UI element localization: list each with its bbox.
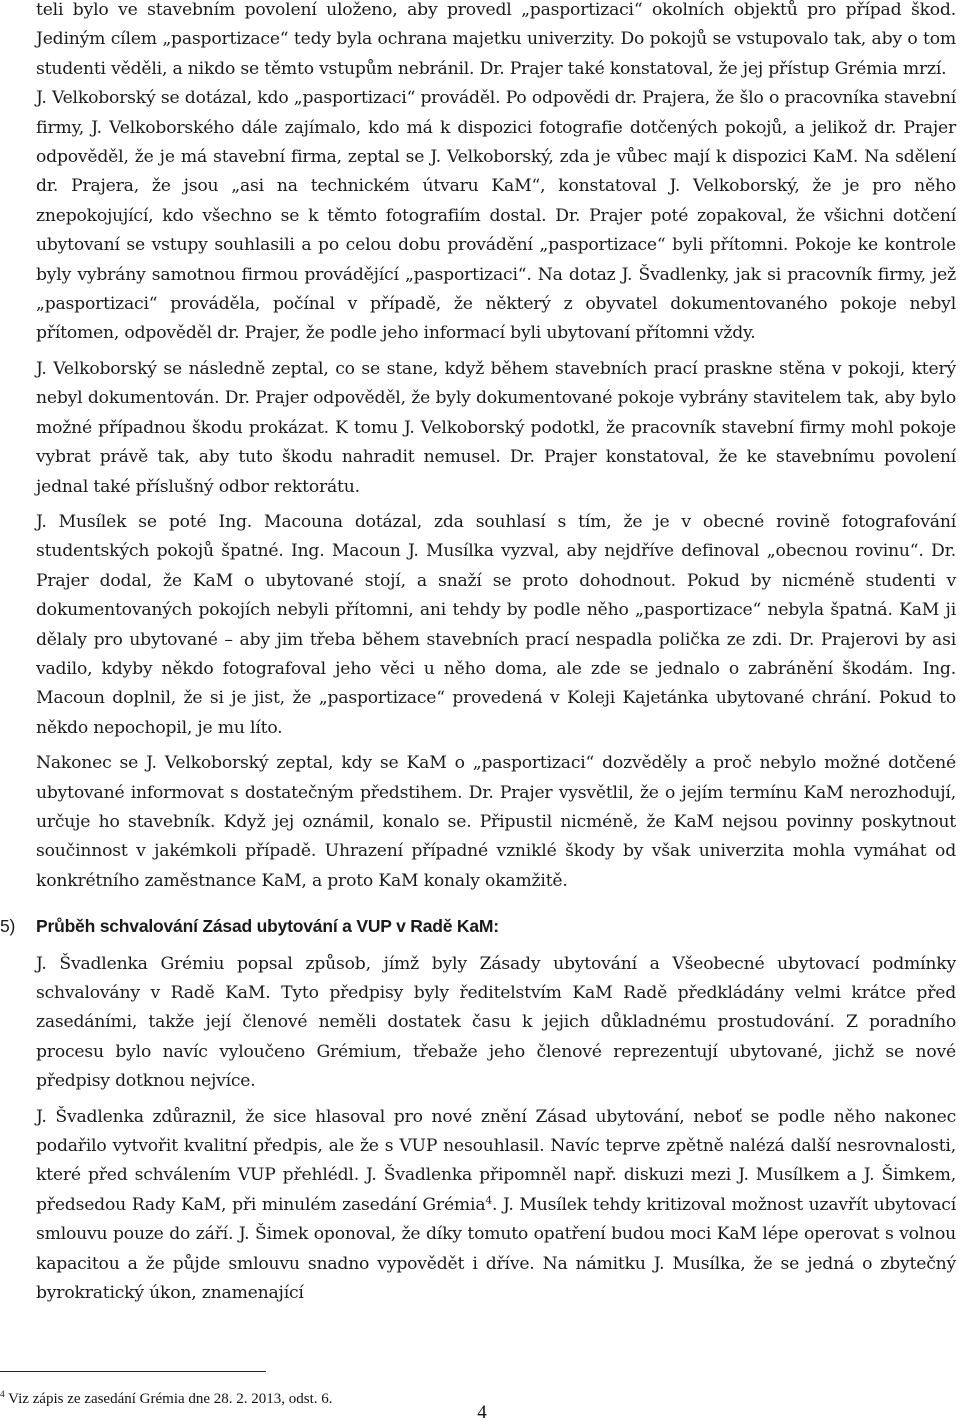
paragraph-2: J. Velkoborský se dotázal, kdo „pasportizaci“ prováděl. Po odpovědi dr. Prajera, že šlo o pracovníka stavební firmy, J. Velkoborského dále zajímalo, kdo má k dispozici fotografie dotčených pokojů, a jelikož dr. Prajer odpověděl, že je má stavební firma, zeptal se J. Velkoborský, zda je vůbec mají k dispozici KaM. Na sdělení dr. Prajera, že jsou „asi na technickém útvaru KaM“, konstatoval J. Velkoborský, že je pro něho znepokojující, kdo všechno se k těmto fotografiím dostal. Dr. Prajer poté zopakoval, že všichni dotčení ubytovaní se vstupy souhlasili a po celou dobu provádění „pasportizace“ byli přítomni. Pokoje ke kontrole byly vybrány samotnou firmou provádějící „pasportizaci“. Na dotaz J. Švadlenky, jak si pracovník firmy, jež „pasportizaci“ prováděla, počínal v případě, že některý z obyvatel dokumentovaného pokoje nebyl přítomen, odpověděl dr. Prajer, že podle jeho informací byli ubytovaní přítomni vždy. <box>36 88 956 344</box>
footnote-separator <box>0 1371 266 1372</box>
footnote-text: Viz zápis ze zasedání Grémia dne 28. 2. 2013, odst. 6. <box>8 1391 333 1407</box>
footnote <box>0 1391 700 1408</box>
footnote-reference[interactable]: 4 <box>485 1193 492 1207</box>
paragraph-4: J. Musílek se poté Ing. Macouna dotázal, zda souhlasí s tím, že je v obecné rovině fotografování studentských pokojů špatné. Ing. Macoun J. Musílka vyzval, aby nejdříve definoval „obecnou rovinu“. Dr. Prajer dodal, že KaM o ubytované stojí, a snaží se proto dohodnout. Pokud by nicméně studenti v dokumentovaných pokojích nebyli přítomni, ani tehdy by podle něho „pasportizace“ nebyla špatná. KaM ji dělaly pro ubytované – aby jim třeba během stavebních prací nespadla polička ze zdi. Dr. Prajerovi by asi vadilo, kdyby někdo fotografoval jeho věci u něho doma, ale zde se jednalo o zabránění škodám. Ing. Macoun doplnil, že si je jist, že „pasportizace“ provedená v Koleji Kajetánka ubytované chrání. Pokud to někdo nepochopil, je mu líto. <box>36 511 956 738</box>
paragraph-7-part-1: J. Švadlenka zdůraznil, že sice hlasoval pro nové znění Zásad ubytování, neboť se podle něho nakonec podařilo vytvořit kvalitní předpis, ale že s VUP nesouhlasil. Navíc teprve zpětně nalézá další nesrovnalosti, které před schválením VUP přehlédl. J. Švadlenka připomněl např. diskuzi mezi J. Musílkem a J. Šimkem, předsedou Rady KaM, při minulém zasedání Grémia <box>36 1106 956 1215</box>
paragraph-3: J. Velkoborský se následně zeptal, co se stane, když během stavebních prací praskne stěna v pokoji, který nebyl dokumentován. Dr. Prajer odpověděl, že byly dokumentované pokoje vybrány stavitelem tak, aby bylo možné případnou škodu prokázat. K tomu J. Velkoborský podotkl, že pracovník stavební firmy mohl pokoje vybrat právě tak, aby tuto škodu nahradit nemusel. Dr. Prajer konstatoval, že ke stavebnímu povolení jednal také příslušný odbor rektorátu. <box>36 358 956 497</box>
footnote-marker: 4 <box>0 1390 5 1400</box>
section-number: 5) <box>0 916 16 937</box>
section-heading <box>0 912 956 941</box>
paragraph-1: teli bylo ve stavebním povolení uloženo, aby provedl „pasportizaci“ okolních objektů pro případ škod. Jediným cílem „pasportizace“ tedy byla ochrana majetku univerzity. Do pokojů se vstupovalo tak, aby o tom studenti věděli, a nikdo se těmto vstupům nebránil. Dr. Prajer také konstatoval, že jej přístup Grémia mrzí. <box>36 0 956 79</box>
section-title: Průběh schvalování Zásad ubytování a VUP v Radě KaM: <box>36 916 499 937</box>
paragraph-7 <box>36 1103 956 1309</box>
page-number: 4 <box>477 1402 487 1423</box>
paragraph-7-part-2: . J. Musílek tehdy kritizoval možnost uzavřít ubytovací smlouvu pouze do září. J. Šimek oponoval, že díky tomuto opatření budou moci KaM lépe operovat s volnou kapacitou a že půjde smlouvu snadno vypovědět i dříve. Na námitku J. Musílka, že se jedná o zbytečný byrokratický úkon, znamenající <box>36 1194 956 1304</box>
paragraph-5: Nakonec se J. Velkoborský zeptal, kdy se KaM o „pasportizaci“ dozvěděly a proč nebylo možné dotčené ubytované informovat s dostatečným předstihem. Dr. Prajer vysvětlil, že o jejím termínu KaM nerozhodují, určuje ho stavebník. Když jej oznámil, konalo se. Připustil nicméně, že KaM nejsou povinny poskytnout součinnost v jakémkoli případě. Uhrazení případné vzniklé škody by však univerzita mohla vymáhat od konkrétního zaměstnance KaM, a proto KaM konaly okamžitě. <box>36 753 956 891</box>
paragraph-6: J. Švadlenka Grémiu popsal způsob, jímž byly Zásady ubytování a Všeobecné ubytovací podmínky schvalovány v Radě KaM. Tyto předpisy byly ředitelstvím KaM Radě předkládány velmi krátce před zasedáními, takže její členové neměli dostatek času k jejich důkladnému prostudování. Z poradního procesu bylo navíc vyloučeno Grémium, třebaže jeho členové reprezentují ubytované, jichž se nové předpisy dotknou nejvíce. <box>36 953 956 1092</box>
